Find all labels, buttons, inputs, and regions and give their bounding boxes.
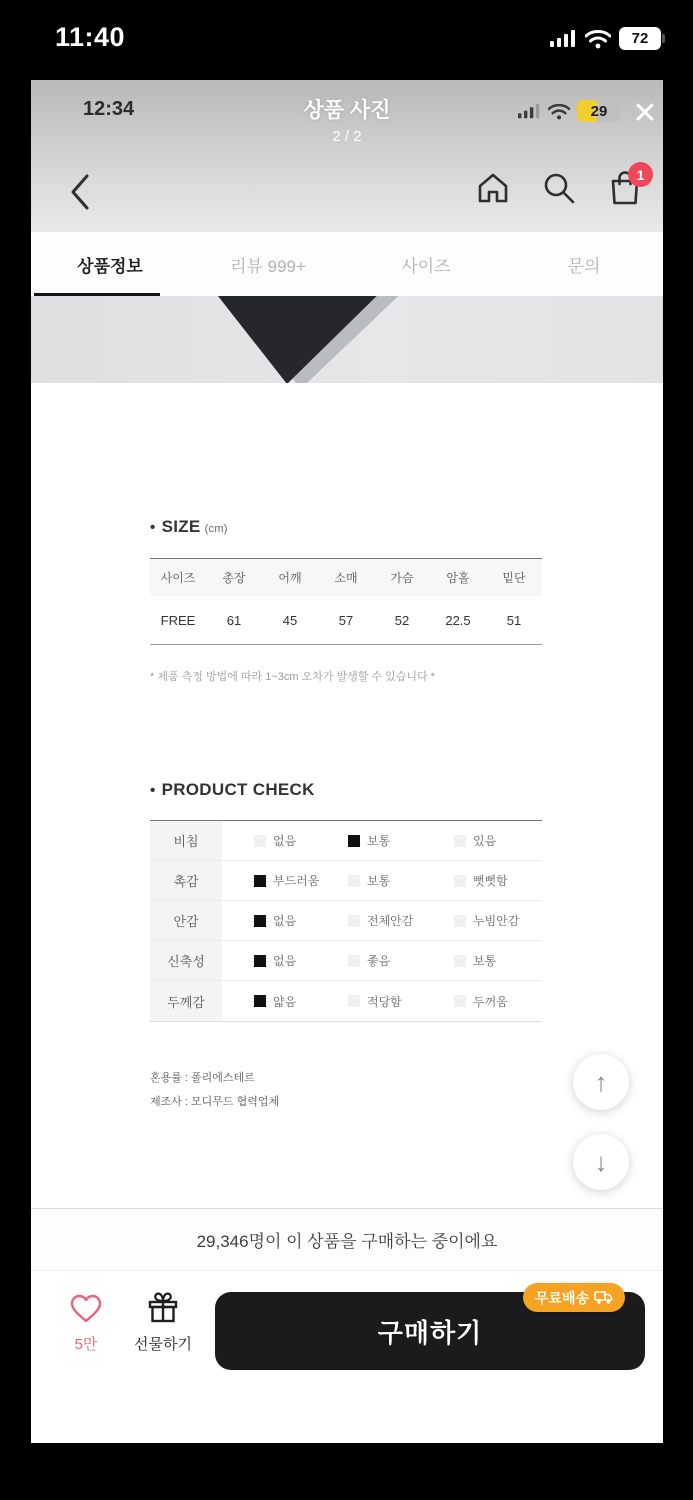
home-icon: [475, 170, 511, 206]
outer-status-bar: [0, 0, 693, 80]
arrow-up-icon: ↑: [594, 1066, 608, 1097]
gift-icon: [145, 1289, 181, 1325]
cart-button[interactable]: [605, 166, 645, 210]
product-screenshot: [31, 80, 663, 1443]
checkbox-unselected: [454, 995, 466, 1007]
search-button[interactable]: [539, 166, 579, 210]
purchase-count-banner: 29,346명이 이 상품을 구매하는 중이에요: [31, 1208, 663, 1271]
arrow-down-icon: ↓: [594, 1146, 608, 1177]
size-table-row: FREE 61 45 57 52 22.5 51: [150, 596, 542, 644]
product-tabs: [31, 232, 663, 296]
checkbox-selected: [254, 955, 266, 967]
heart-icon: [69, 1293, 103, 1324]
checkbox-selected: [254, 875, 266, 887]
size-note: * 제품 측정 방법에 따라 1~3cm 오차가 발생할 수 있습니다 *: [150, 671, 435, 683]
product-check-title: • PRODUCT CHECK: [150, 780, 315, 799]
checkbox-unselected: [454, 835, 466, 847]
check-row-sheerness: 비침 없음 보통 있음: [150, 821, 542, 861]
like-button[interactable]: [57, 1293, 115, 1354]
tab-size[interactable]: 사이즈: [401, 256, 451, 276]
scroll-bottom-button[interactable]: [573, 1134, 629, 1190]
tab-inquiry[interactable]: 문의: [567, 256, 601, 276]
purchase-bar: [31, 1271, 663, 1443]
viewer-header: [31, 80, 663, 232]
home-button[interactable]: [473, 166, 513, 210]
battery-icon: [619, 27, 665, 50]
size-table-header: 사이즈 총장 어깨 소매 가슴 암홀 밑단: [150, 559, 542, 596]
checkbox-unselected: [348, 875, 360, 887]
back-chevron-icon: [67, 170, 93, 214]
size-section-title: • SIZE (cm): [150, 517, 228, 536]
check-row-lining: 안감 없음 전체안감 누빔안감: [150, 901, 542, 941]
checkbox-selected: [254, 915, 266, 927]
checkbox-unselected: [254, 835, 266, 847]
size-unit: (cm): [204, 523, 228, 535]
product-image: [31, 296, 663, 383]
checkbox-unselected: [454, 955, 466, 967]
size-table: [150, 558, 542, 645]
inner-clock: 12:34: [83, 98, 135, 120]
free-shipping-badge: 무료배송: [523, 1283, 625, 1312]
check-row-texture: 촉감 부드러움 보통 뻣뻣함: [150, 861, 542, 901]
close-icon[interactable]: ✕: [632, 97, 658, 130]
product-check-table: [150, 820, 542, 1022]
scroll-top-button[interactable]: [573, 1054, 629, 1110]
buy-button[interactable]: 구매하기: [215, 1292, 645, 1370]
cart-count-badge: 1: [628, 162, 653, 187]
inner-wifi-icon: [548, 103, 570, 120]
wifi-icon: [585, 29, 611, 49]
gift-button[interactable]: [127, 1289, 199, 1354]
inner-battery-icon: [577, 100, 621, 122]
inner-cellular-signal-icon: [518, 103, 541, 120]
checkbox-unselected: [348, 955, 360, 967]
truck-icon: [594, 1290, 613, 1305]
outer-clock: 11:40: [55, 22, 126, 52]
manufacturer-info: 제조사 : 모디무드 협력업체: [150, 1096, 280, 1108]
check-row-thickness: 두께감 얇음 적당함 두꺼움: [150, 981, 542, 1021]
viewer-page-indicator: 2 / 2: [332, 128, 362, 145]
viewer-title: 상품 사진: [303, 99, 391, 122]
app-nav-bar: [31, 158, 663, 230]
back-button[interactable]: [67, 168, 111, 216]
garment-fabric: [191, 296, 391, 383]
checkbox-selected: [348, 835, 360, 847]
battery-percent: 72: [631, 30, 649, 47]
materials-info: 혼용률 : 폴리에스테르: [150, 1072, 255, 1084]
checkbox-unselected: [454, 875, 466, 887]
checkbox-selected: [254, 995, 266, 1007]
tab-reviews[interactable]: 리뷰 999+: [230, 256, 306, 276]
checkbox-unselected: [454, 915, 466, 927]
inner-battery-percent: 29: [590, 102, 608, 120]
checkbox-unselected: [348, 915, 360, 927]
checkbox-unselected: [348, 995, 360, 1007]
like-count: 5만: [74, 1336, 98, 1353]
gift-label: 선물하기: [134, 1336, 192, 1353]
search-icon: [541, 170, 577, 206]
check-row-stretch: 신축성 없음 좋음 보통: [150, 941, 542, 981]
cellular-signal-icon: [550, 29, 577, 49]
tab-product-info[interactable]: 상품정보: [31, 232, 189, 296]
